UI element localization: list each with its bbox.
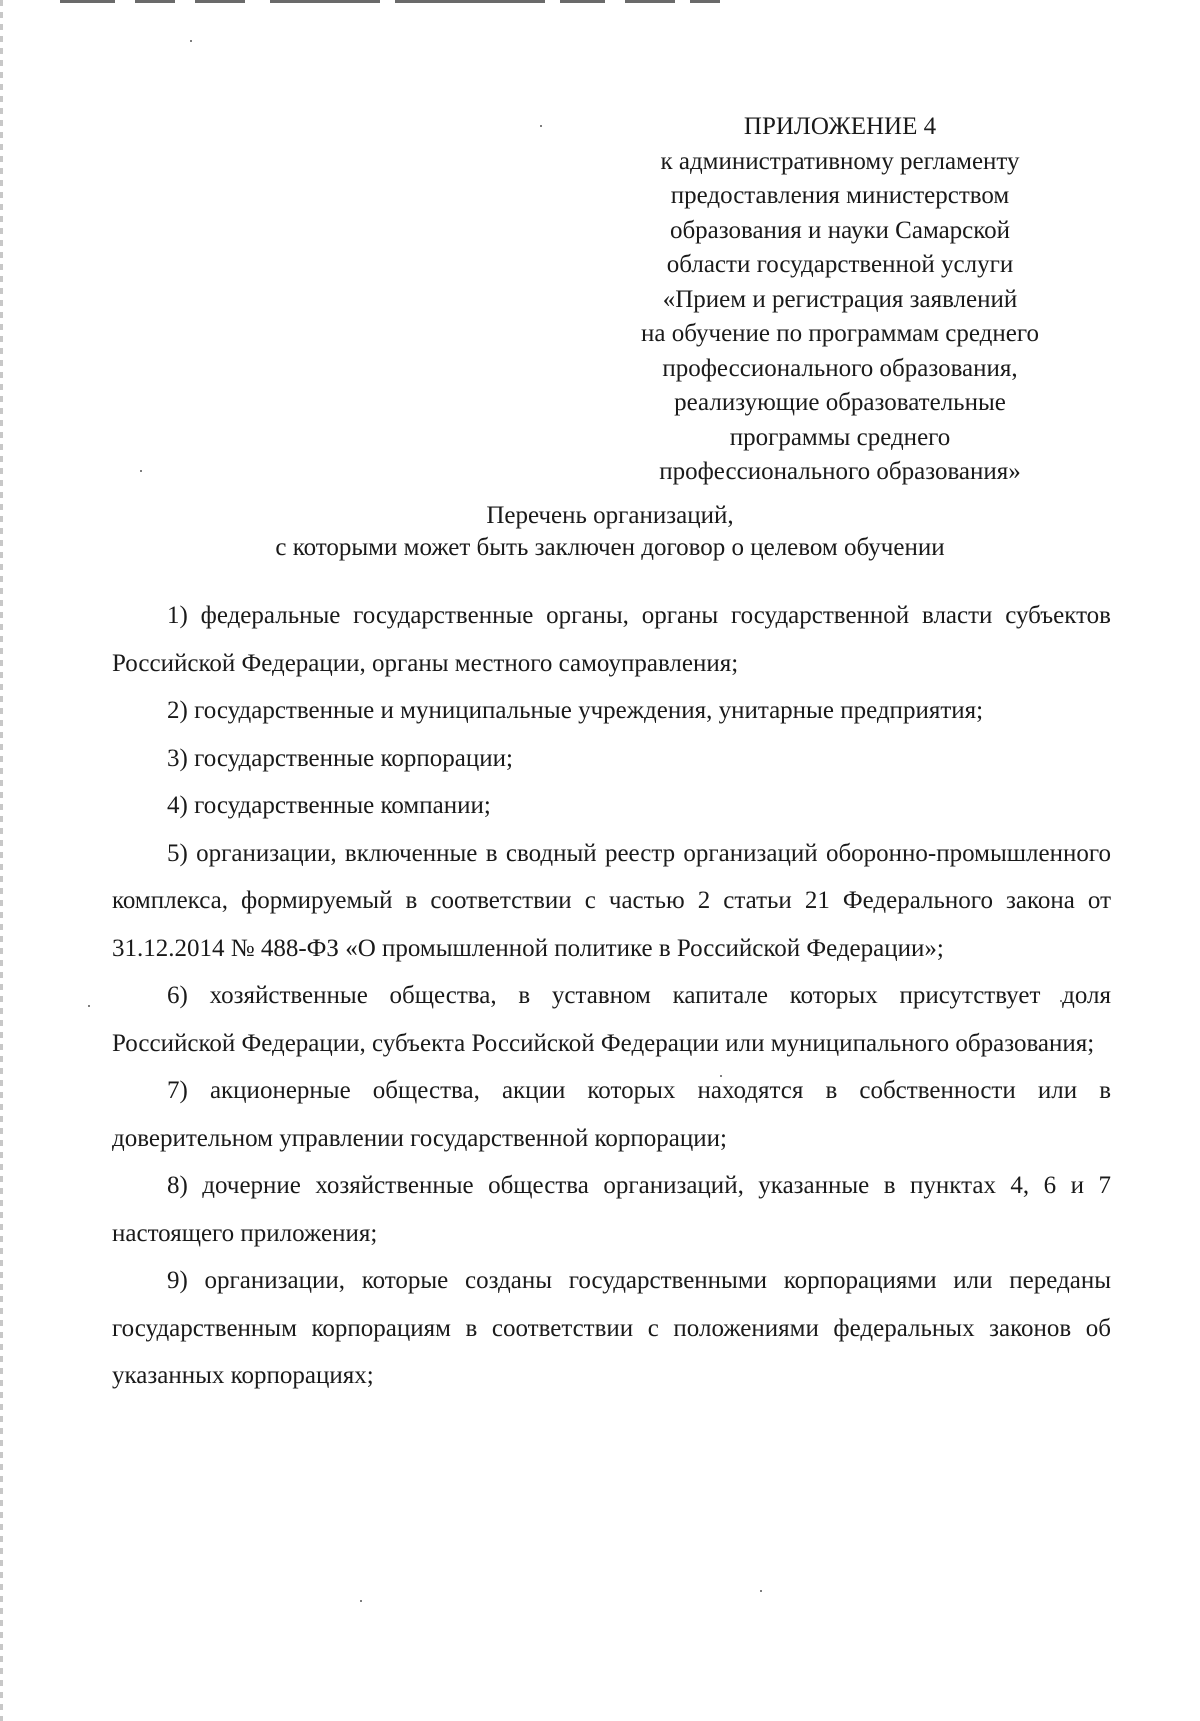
list-item: 3) государственные корпорации; [167,744,513,772]
organizations-list [112,592,1111,1400]
scan-speck [190,40,192,42]
title-line: Перечень организаций, [486,502,734,529]
list-item: 4) государственные компании; [167,792,491,819]
list-item: 9) организации, которые созданы государственными корпорациями или переданы государственным корпорациям в соответствии с положениями федеральных законов об указанных корпорациях; [112,1267,1111,1389]
scan-speck [540,125,542,127]
list-item: 5) организации, включенные в сводный реестр организаций оборонно-промышленного комплекса, формируемый в соответствии с частью 2 статьи 21 Федерального закона от 31.12.2014 № 488-ФЗ «О промышленной политике в Российской Федерации»; [112,839,1111,962]
appendix-line: реализующие образовательные [674,389,1006,416]
list-item: 7) акционерные общества, акции которых находятся в собственности или в доверительном управлении государственной корпорации; [112,1077,1111,1152]
scan-left-edge [0,0,3,1721]
document-title [110,500,1110,564]
appendix-header [595,110,1085,490]
scan-speck [760,1590,762,1592]
appendix-line: программы среднего [729,423,951,451]
appendix-line: к административному регламенту [660,147,1020,175]
list-item: 8) дочерние хозяйственные общества организаций, указанные в пунктах 4, 6 и 7 настоящего приложения; [112,1172,1111,1247]
appendix-line: образования и науки Самарской [669,216,1011,244]
list-item: 1) федеральные государственные органы, органы государственной власти субъектов Российской Федерации, органы местного самоуправления; [112,602,1111,677]
appendix-line: профессионального образования, [662,354,1018,382]
scan-top-edge [0,0,1200,4]
appendix-title: ПРИЛОЖЕНИЕ 4 [743,113,937,140]
scan-speck [360,1600,362,1602]
scan-speck [88,1005,90,1007]
list-item: 6) хозяйственные общества, в уставном капитале которых присутствует доля Российской Федерации, субъекта Российской Федерации или муниципального образования; [112,982,1111,1057]
scan-speck [140,470,142,472]
title-line: с которыми может быть заключен договор о целевом обучении [275,534,945,561]
appendix-line: предоставления министерством [670,182,1010,209]
appendix-line: «Прием и регистрация заявлений [662,285,1018,313]
appendix-line: области государственной услуги [666,251,1014,278]
appendix-line: на обучение по программам среднего [641,320,1039,347]
appendix-line: профессионального образования» [659,458,1021,485]
list-item: 2) государственные и муниципальные учреждения, унитарные предприятия; [167,697,984,724]
